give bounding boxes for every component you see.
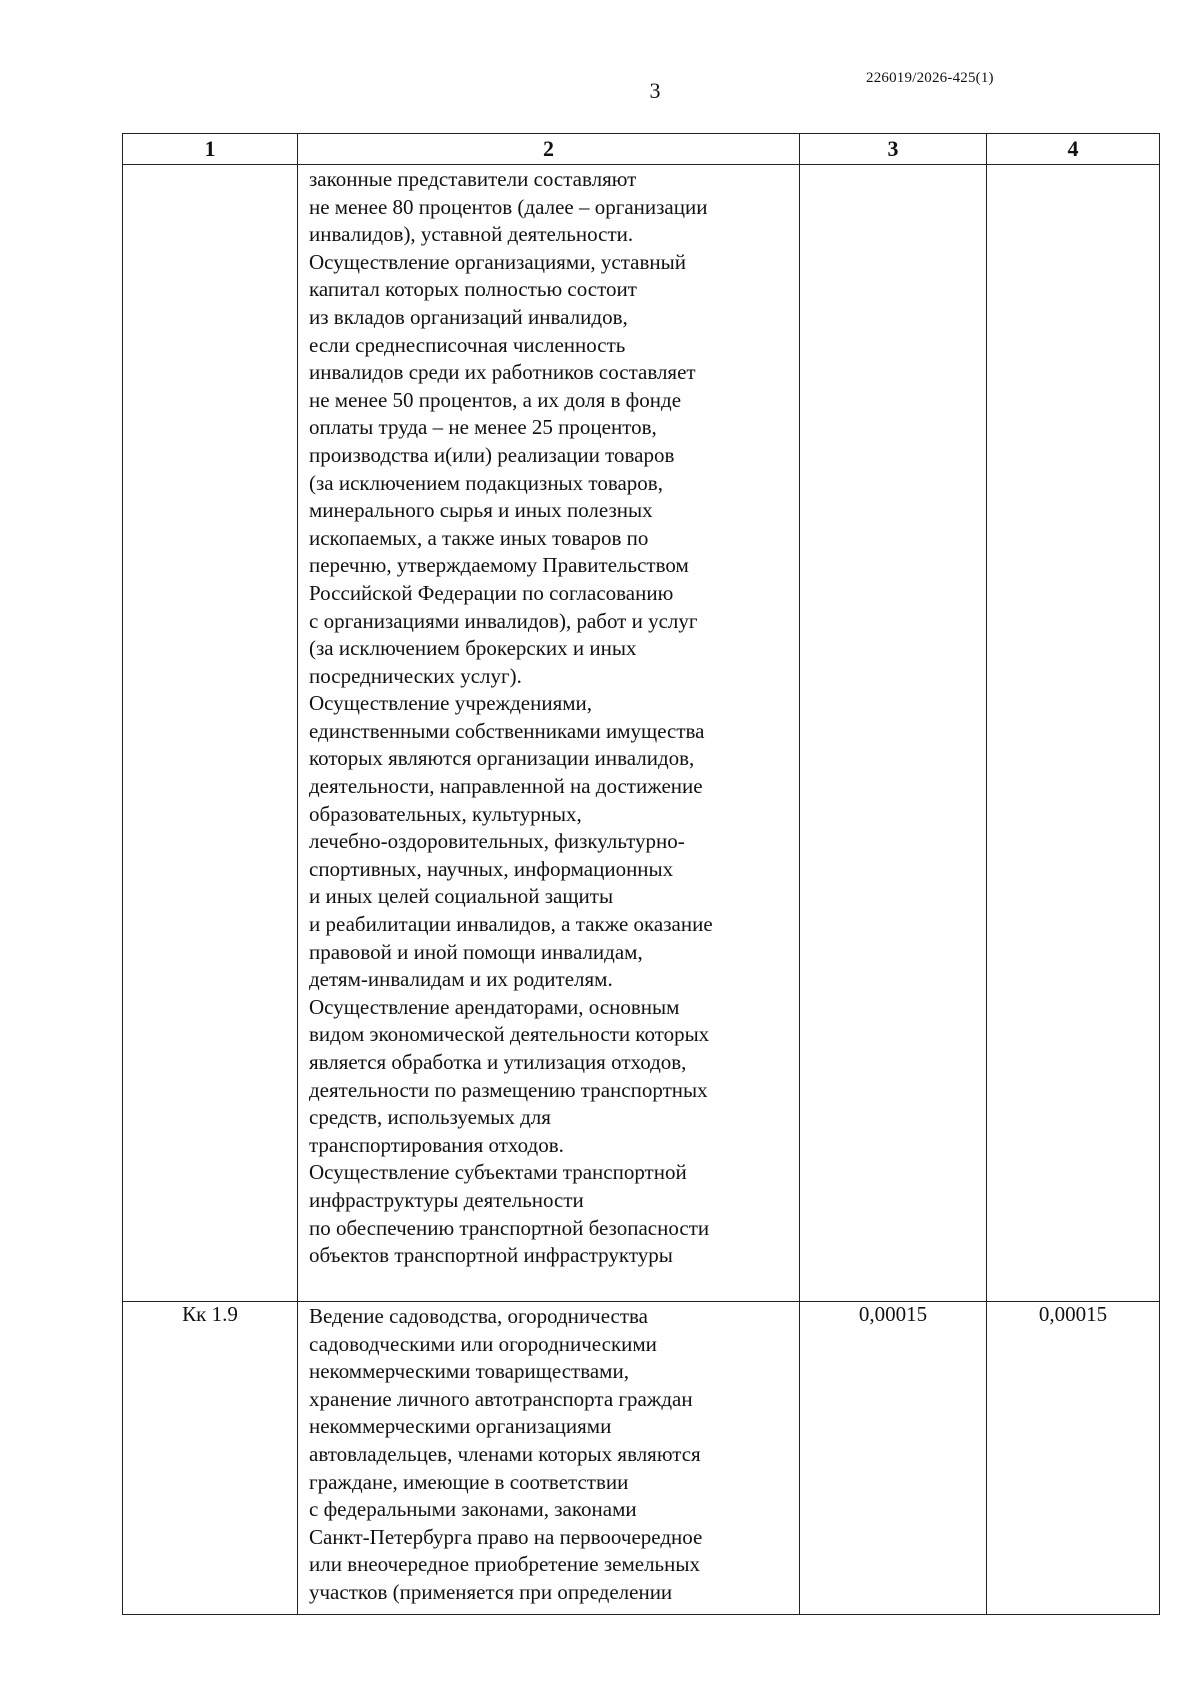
text-line: деятельности, направленной на достижение [309,774,703,799]
text-line: ископаемых, а также иных товаров по [309,525,649,550]
text-line: (за исключением брокерских и иных [309,636,637,661]
text-line: и иных целей социальной защиты [309,884,614,909]
table-row [123,1302,1160,1615]
text-line: является обработка и утилизация отходов, [309,1050,687,1074]
text-line: перечню, утверждаемому Правительством [309,553,689,578]
text-line: минерального сырья и иных полезных [309,498,653,523]
text-line: с организациями инвалидов), работ и услуг [309,608,698,633]
text-line: некоммерческими организациями [309,1414,612,1439]
text-line: Осуществление учреждениями, [309,691,593,716]
text-line: инвалидов), уставной деятельности. [309,222,634,247]
text-line: Санкт-Петербурга право на первоочередное [309,1524,703,1549]
row-value-col3: 0,00015 [800,1302,987,1615]
column-header-4: 4 [987,134,1160,165]
text-line: спортивных, научных, информационных [309,856,674,881]
coefficients-table [122,133,1160,1615]
row-description-cell [298,165,800,1302]
text-line: участков (применяется при определении [309,1579,673,1604]
text-line: из вкладов организаций инвалидов, [309,304,628,329]
text-line: образовательных, культурных, [309,801,582,826]
page-number: 3 [649,78,661,103]
text-line: Российской Федерации по согласованию [309,580,674,605]
table-header-row [123,134,1160,165]
text-line: инвалидов среди их работников составляет [309,360,696,385]
row-description-text [298,1302,799,1609]
text-line: инфраструктуры деятельности [309,1187,584,1212]
row-value-col3 [800,165,987,1302]
row-value-col4: 0,00015 [987,1302,1160,1615]
text-line: если среднесписочная численность [309,332,626,357]
text-line: оплаты труда – не менее 25 процентов, [309,415,657,440]
text-line: производства и(или) реализации товаров [309,442,675,467]
text-line: единственными собственниками имущества [309,718,705,743]
column-header-3: 3 [800,134,987,165]
text-line: средств, используемых для [309,1105,551,1130]
text-line: капитал которых полностью состоит [309,277,637,302]
text-line: деятельности по размещению транспортных [309,1077,708,1102]
text-line: правовой и иной помощи инвалидам, [309,939,643,964]
text-line: садоводческими или огородническими [309,1331,657,1356]
text-line: транспортирования отходов. [309,1132,564,1157]
text-line: Осуществление арендаторами, основным [309,994,680,1019]
text-line: объектов транспортной инфраструктуры [309,1243,673,1268]
row-description-text [298,165,799,1272]
text-line: по обеспечению транспортной безопасности [309,1215,710,1240]
column-header-2: 2 [298,134,800,165]
text-line: лечебно-оздоровительных, физкультурно- [309,829,685,854]
document-code: 226019/2026-425(1) [866,70,994,86]
text-line: хранение личного автотранспорта граждан [309,1386,693,1411]
text-line: детям-инвалидам и их родителям. [309,967,613,992]
row-code-cell [123,165,298,1302]
text-line: или внеочередное приобретение земельных [309,1552,700,1577]
text-line: автовладельцев, членами которых являются [309,1441,701,1466]
text-line: (за исключением подакцизных товаров, [309,470,663,495]
column-header-1: 1 [123,134,298,165]
text-line: не менее 50 процентов, а их доля в фонде [309,387,682,412]
text-line: Осуществление организациями, уставный [309,249,686,274]
text-line: граждане, имеющие в соответствии [309,1469,629,1494]
text-line: законные представители составляют [309,167,637,191]
text-line: некоммерческими товариществами, [309,1359,629,1384]
text-line: видом экономической деятельности которых [309,1022,710,1047]
text-line: с федеральными законами, законами [309,1497,637,1522]
text-line: и реабилитации инвалидов, а также оказание [309,912,713,937]
text-line: Ведение садоводства, огородничества [309,1304,649,1328]
row-description-cell [298,1302,800,1615]
table-row [123,165,1160,1302]
row-value-col4 [987,165,1160,1302]
text-line: которых являются организации инвалидов, [309,746,695,771]
text-line: Осуществление субъектами транспортной [309,1160,687,1185]
row-code-cell: Кк 1.9 [123,1302,298,1615]
text-line: посреднических услуг). [309,663,522,688]
text-line: не менее 80 процентов (далее – организации [309,194,708,219]
